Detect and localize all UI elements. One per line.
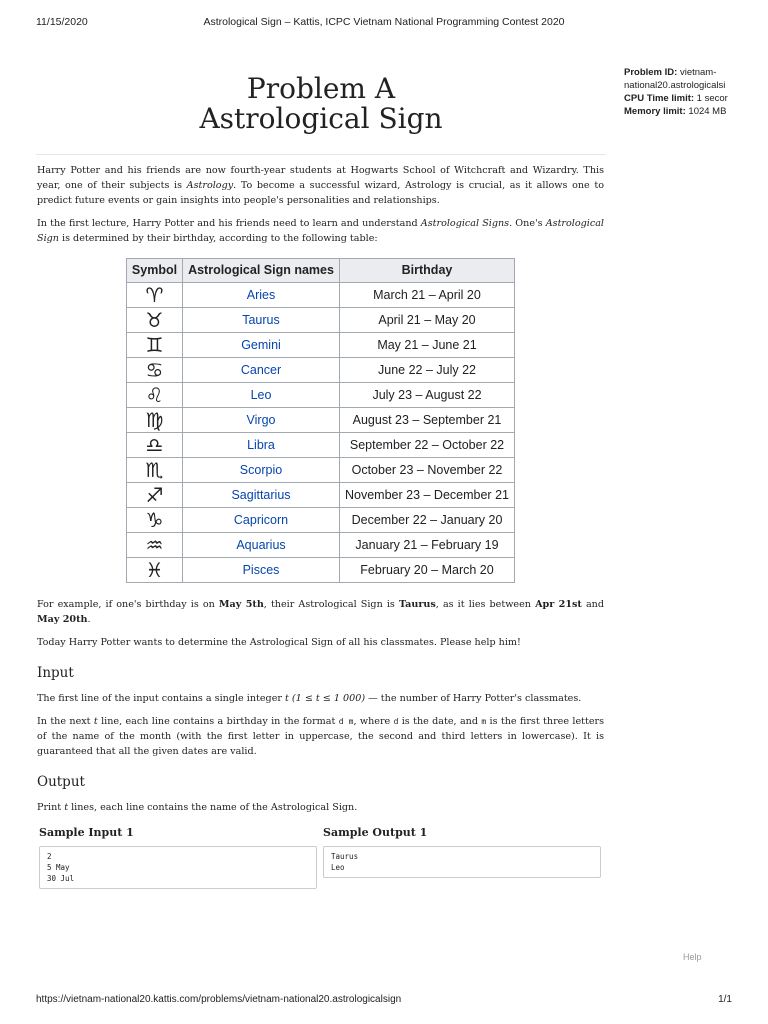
sign-symbol-icon: ♎︎: [127, 433, 183, 458]
sample-input: [39, 825, 317, 889]
sign-name-link[interactable]: Libra: [183, 433, 340, 458]
table-row: [127, 558, 515, 583]
table-row: [127, 508, 515, 533]
sign-birthday-range: August 23 – September 21: [340, 408, 515, 433]
sign-birthday-range: November 23 – December 21: [340, 483, 515, 508]
problem-name: Astrological Sign: [199, 102, 443, 135]
table-header-row: [127, 259, 515, 283]
output-paragraph: Print t lines, each line contains the name of the Astrological Sign.: [37, 802, 358, 813]
sign-name-link[interactable]: Taurus: [183, 308, 340, 333]
example-paragraph: For example, if one's birthday is on May 5th, their Astrological Sign is Taurus, as it lies between Apr 21st and May 20th.: [37, 599, 604, 625]
sign-symbol-icon: ♉︎: [127, 308, 183, 333]
sign-symbol-icon: ♏︎: [127, 458, 183, 483]
input-paragraph-1: The first line of the input contains a single integer t (1 ≤ t ≤ 1 000) — the number of Harry Potter's classmates.: [37, 693, 582, 704]
table-row: [127, 408, 515, 433]
sign-name-link[interactable]: Pisces: [183, 558, 340, 583]
print-date: 11/15/2020: [36, 16, 88, 28]
sign-birthday-range: April 21 – May 20: [340, 308, 515, 333]
header-birthday: Birthday: [340, 259, 515, 283]
header-sign-names: Astrological Sign names: [183, 259, 340, 283]
sign-name-link[interactable]: Aries: [183, 283, 340, 308]
problem-id-row: Problem ID: vietnam-: [624, 67, 717, 78]
title-divider: [36, 154, 606, 155]
print-header: [36, 16, 732, 30]
table-row: [127, 358, 515, 383]
memory-limit: Memory limit: 1024 MB: [624, 106, 727, 117]
cpu-time-limit: CPU Time limit: 1 secor: [624, 93, 728, 104]
sign-name-link[interactable]: Sagittarius: [183, 483, 340, 508]
sign-symbol-icon: ♋︎: [127, 358, 183, 383]
sign-birthday-range: October 23 – November 22: [340, 458, 515, 483]
sample-output-label: Sample Output 1: [323, 826, 428, 839]
table-row: [127, 383, 515, 408]
sign-birthday-range: May 21 – June 21: [340, 333, 515, 358]
print-page-count: 1/1: [718, 994, 732, 1005]
sign-symbol-icon: ♐︎: [127, 483, 183, 508]
table-row: [127, 533, 515, 558]
sign-birthday-range: March 21 – April 20: [340, 283, 515, 308]
sign-name-link[interactable]: Capricorn: [183, 508, 340, 533]
sign-symbol-icon: ♓︎: [127, 558, 183, 583]
table-row: [127, 283, 515, 308]
sign-name-link[interactable]: Cancer: [183, 358, 340, 383]
sample-input-box[interactable]: 2 5 May 30 Jul: [39, 846, 317, 889]
table-row: [127, 433, 515, 458]
sample-input-label: Sample Input 1: [39, 826, 134, 839]
sign-birthday-range: December 22 – January 20: [340, 508, 515, 533]
samples: [37, 825, 604, 895]
table-row: [127, 458, 515, 483]
sign-symbol-icon: ♑︎: [127, 508, 183, 533]
sign-birthday-range: February 20 – March 20: [340, 558, 515, 583]
sign-name-link[interactable]: Aquarius: [183, 533, 340, 558]
sign-symbol-icon: ♍︎: [127, 408, 183, 433]
print-page-title: Astrological Sign – Kattis, ICPC Vietnam National Programming Contest 2020: [203, 16, 565, 28]
input-heading: Input: [37, 665, 74, 681]
sign-name-link[interactable]: Leo: [183, 383, 340, 408]
problem-letter: Problem A: [246, 72, 396, 105]
sign-birthday-range: January 21 – February 19: [340, 533, 515, 558]
table-row: [127, 308, 515, 333]
sign-birthday-range: June 22 – July 22: [340, 358, 515, 383]
astrological-sign-table: [126, 258, 515, 583]
sign-birthday-range: July 23 – August 22: [340, 383, 515, 408]
sample-output: [323, 825, 601, 878]
header-symbol: Symbol: [127, 259, 183, 283]
help-link[interactable]: Help: [683, 952, 702, 962]
statement-paragraph-1: Harry Potter and his friends are now fourth-year students at Hogwarts School of Witchcraft and Wizardry. This year, one of their subjects is Astrology. To become a successful wizard, Astrology is crucial, as it allows one to predict future events or gain insights into people's personalities and relationships.: [37, 165, 604, 206]
sign-symbol-icon: ♒︎: [127, 533, 183, 558]
output-heading: Output: [37, 774, 85, 790]
sign-name-link[interactable]: Virgo: [183, 408, 340, 433]
table-row: [127, 333, 515, 358]
sign-birthday-range: September 22 – October 22: [340, 433, 515, 458]
sign-name-link[interactable]: Scorpio: [183, 458, 340, 483]
sign-symbol-icon: ♌︎: [127, 383, 183, 408]
sign-symbol-icon: ♈︎: [127, 283, 183, 308]
task-paragraph: Today Harry Potter wants to determine the Astrological Sign of all his classmates. Please help him!: [37, 637, 521, 648]
problem-statement: [37, 163, 604, 895]
print-url: https://vietnam-national20.kattis.com/problems/vietnam-national20.astrologicalsign: [36, 994, 402, 1005]
input-paragraph-2: In the next t line, each line contains a birthday in the format d m, where d is the date, and m is the first three letters of the name of the month (with the first letter in uppercase, the second and third letters in lowercase). It is guaranteed that all the given dates are valid.: [37, 716, 605, 757]
table-row: [127, 483, 515, 508]
statement-paragraph-2: In the first lecture, Harry Potter and his friends need to learn and understand Astrological Signs. One's Astrological Sign is determined by their birthday, according to the following table:: [37, 218, 605, 244]
print-footer: [36, 994, 732, 1008]
sample-output-box[interactable]: Taurus Leo: [323, 846, 601, 878]
sign-name-link[interactable]: Gemini: [183, 333, 340, 358]
problem-title: [150, 74, 492, 134]
problem-id-value: national20.astrologicalsi: [624, 80, 726, 91]
problem-info-sidebar: [624, 66, 734, 118]
sign-symbol-icon: ♊︎: [127, 333, 183, 358]
